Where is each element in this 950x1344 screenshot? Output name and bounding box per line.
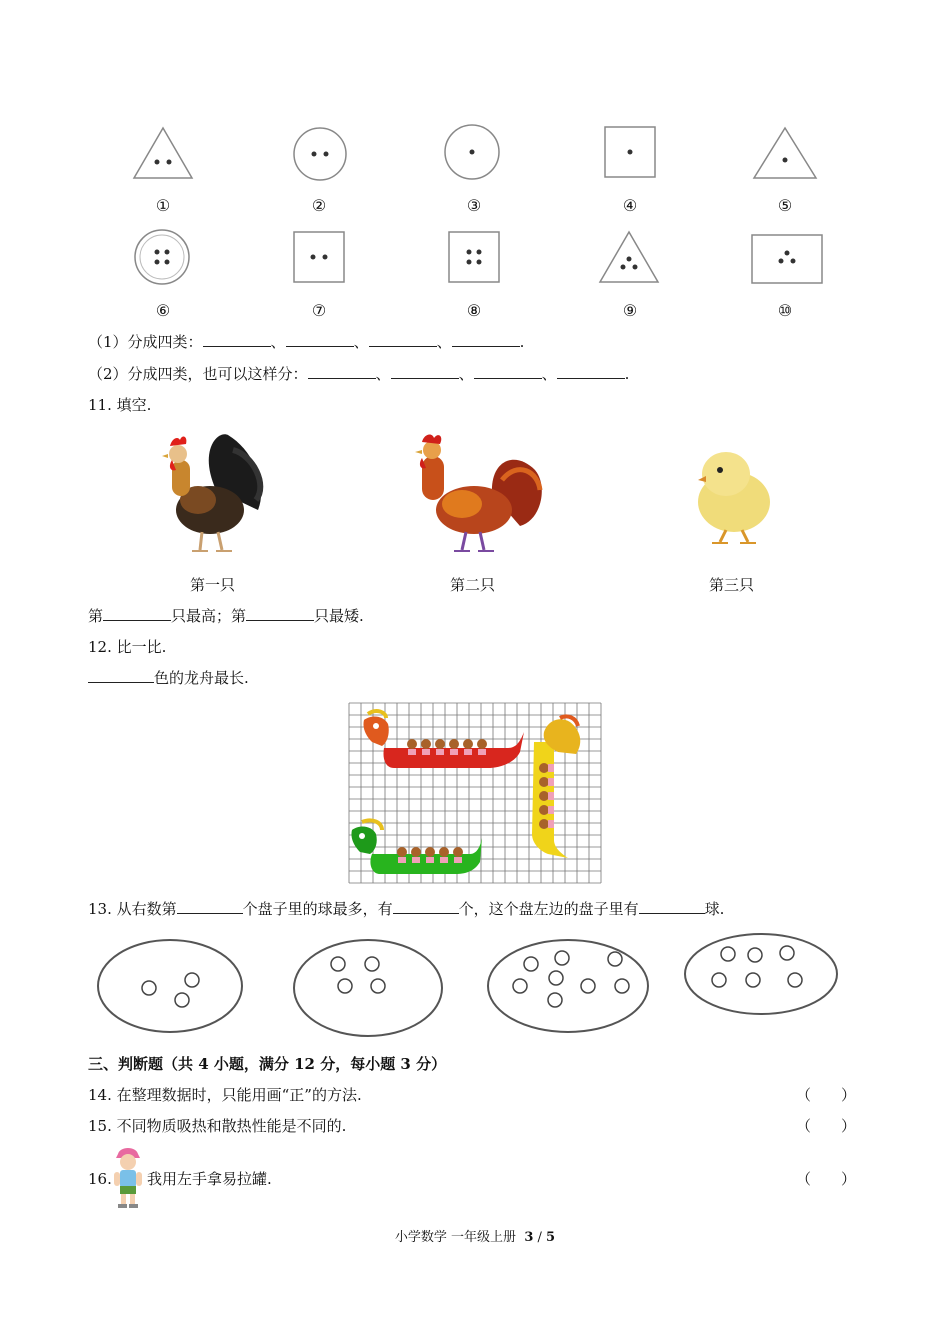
separator: 、 xyxy=(375,365,391,383)
rooster-1-image xyxy=(158,430,270,558)
period: . xyxy=(624,365,630,383)
plate-3 xyxy=(484,936,656,1036)
separator: 、 xyxy=(541,365,557,383)
q10-line1-prefix: （1）分成四类： xyxy=(88,333,203,351)
q11-answer-line xyxy=(88,606,364,626)
dragon-boat-grid xyxy=(348,702,602,886)
separator: 、 xyxy=(270,333,286,351)
answer-blank[interactable] xyxy=(474,364,542,379)
separator: 、 xyxy=(436,333,452,351)
period: . xyxy=(519,333,525,351)
shape-label-5: ⑤ xyxy=(777,196,793,215)
answer-blank[interactable] xyxy=(103,606,171,621)
red-dragon-boat xyxy=(363,711,524,768)
separator: 、 xyxy=(458,365,474,383)
shape-3-circle-one-dot xyxy=(440,122,504,186)
child-image xyxy=(110,1144,146,1210)
q14-answer-paren[interactable]: （ ） xyxy=(796,1086,857,1104)
q13-line xyxy=(88,899,724,919)
answer-blank[interactable] xyxy=(639,899,705,914)
q13-text-3: 个，这个盘左边的盘子里有 xyxy=(458,900,639,918)
q11-title: 11. 填空. xyxy=(88,396,152,414)
caption-second: 第二只 xyxy=(450,576,496,594)
q13-text-2: 个盘子里的球最多，有 xyxy=(242,900,393,918)
caption-first: 第一只 xyxy=(190,576,236,594)
shape-6-circle-four-dots xyxy=(130,226,194,290)
answer-blank[interactable] xyxy=(246,606,314,621)
footer-slash: / xyxy=(537,1230,542,1245)
q11-text-1: 第 xyxy=(88,607,104,625)
plate-1 xyxy=(94,936,246,1036)
q10-line-2 xyxy=(88,364,629,384)
q16-number: 16. xyxy=(88,1170,112,1188)
answer-blank[interactable] xyxy=(308,364,376,379)
shape-1-triangle-two-dots xyxy=(128,122,198,186)
plate-4 xyxy=(682,930,842,1020)
shape-label-6: ⑥ xyxy=(155,301,171,320)
q12-title: 12. 比一比. xyxy=(88,638,167,656)
caption-third: 第三只 xyxy=(709,576,755,594)
shape-9-triangle-three-dots xyxy=(594,226,664,290)
shape-7-square-two-dots xyxy=(288,226,352,290)
plate-2 xyxy=(290,936,446,1040)
page-footer xyxy=(0,1228,950,1248)
answer-blank[interactable] xyxy=(286,332,354,347)
answer-blank[interactable] xyxy=(557,364,625,379)
shape-8-square-four-dots xyxy=(443,226,507,290)
answer-blank[interactable] xyxy=(203,332,271,347)
footer-total: 5 xyxy=(546,1230,556,1245)
answer-blank[interactable] xyxy=(369,332,437,347)
q10-line2-prefix: （2）分成四类，也可以这样分： xyxy=(88,365,308,383)
footer-page: 3 xyxy=(524,1230,534,1245)
q11-text-3: 只最矮. xyxy=(314,607,364,625)
q14-text: 14. 在整理数据时，只能用画“正”的方法. xyxy=(88,1086,362,1104)
q12-answer-line xyxy=(88,668,249,688)
section-3-heading: 三、判断题（共 4 小题，满分 12 分，每小题 3 分） xyxy=(88,1055,447,1073)
q12-text: 色的龙舟最长. xyxy=(154,669,249,687)
shape-2-circle-two-dots xyxy=(288,122,352,186)
shape-10-rectangle-three-dots xyxy=(748,226,828,290)
separator: 、 xyxy=(353,333,369,351)
answer-blank[interactable] xyxy=(452,332,520,347)
q13-text-1: 13. 从右数第 xyxy=(88,900,177,918)
shape-label-10: ⑩ xyxy=(777,301,793,320)
shape-label-8: ⑧ xyxy=(466,301,482,320)
q11-text-2: 只最高；第 xyxy=(171,607,247,625)
answer-blank[interactable] xyxy=(393,899,459,914)
shape-4-square-one-dot xyxy=(598,122,662,186)
answer-blank[interactable] xyxy=(177,899,243,914)
chick-image xyxy=(680,436,784,546)
shape-label-9: ⑨ xyxy=(622,301,638,320)
shape-label-1: ① xyxy=(155,196,171,215)
q13-text-4: 球. xyxy=(704,900,725,918)
q15-text: 15. 不同物质吸热和散热性能是不同的. xyxy=(88,1117,347,1135)
shape-label-3: ③ xyxy=(466,196,482,215)
q16-text: 我用左手拿易拉罐. xyxy=(147,1170,272,1188)
shape-label-7: ⑦ xyxy=(311,301,327,320)
rooster-2-image xyxy=(410,430,550,558)
shape-5-triangle-one-dot xyxy=(748,122,822,186)
shape-label-2: ② xyxy=(311,196,327,215)
q15-answer-paren[interactable]: （ ） xyxy=(796,1117,857,1135)
q16-answer-paren[interactable]: （ ） xyxy=(796,1170,857,1188)
q10-line-1 xyxy=(88,332,524,352)
shape-label-4: ④ xyxy=(622,196,638,215)
answer-blank[interactable] xyxy=(391,364,459,379)
answer-blank[interactable] xyxy=(88,668,154,683)
footer-subject: 小学数学 一年级上册 xyxy=(394,1230,517,1245)
